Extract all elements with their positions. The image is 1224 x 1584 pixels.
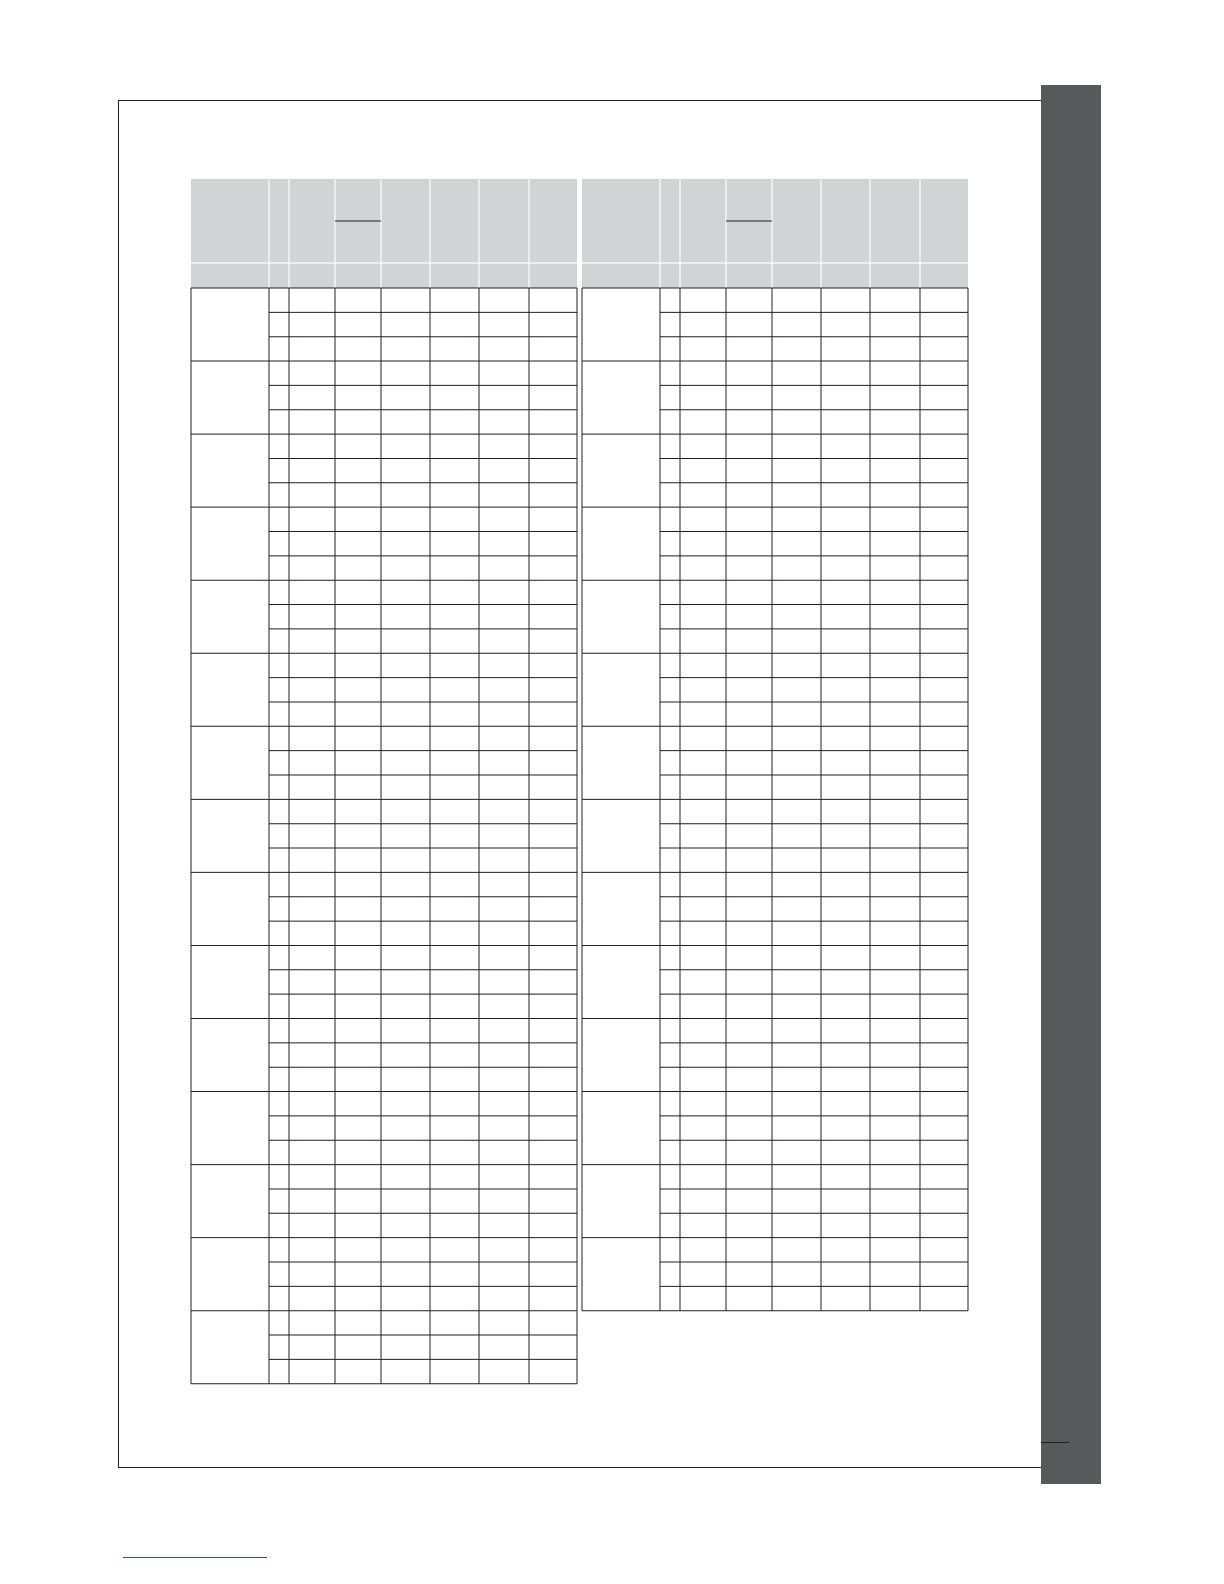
header-band: [191, 263, 577, 288]
header-row: [582, 179, 968, 263]
table-left: [191, 179, 577, 1384]
header-band: [582, 263, 968, 288]
header-row: [191, 179, 577, 263]
table-right: [582, 179, 968, 1311]
